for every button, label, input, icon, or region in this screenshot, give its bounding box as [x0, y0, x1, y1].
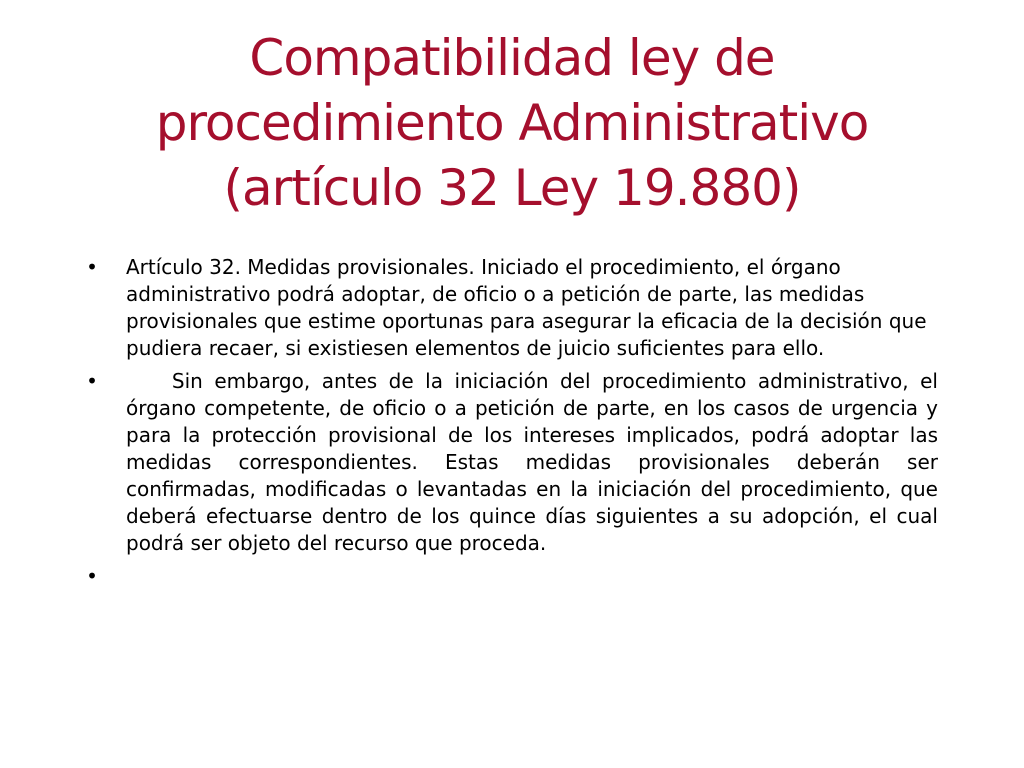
bullet-marker: • — [86, 564, 98, 588]
title-line-1: Compatibilidad ley de — [249, 29, 775, 87]
bullet-marker: • — [86, 255, 98, 279]
slide-title — [60, 26, 964, 221]
title-line-2: procedimiento Administrativo — [155, 94, 869, 152]
bullet-item-1 — [82, 254, 938, 362]
bullet-text-2: Sin embargo, antes de la iniciación del procedimiento administrativo, el órgano competente, de oficio o a petición de parte, en los casos de urgencia y para la protección provisional de los intereses implicados, podrá adoptar las medidas correspondientes. Estas medidas provisionales deberán ser confirmadas, modificadas o levantadas en la iniciación del procedimiento, que deberá efectuarse dentro de los quince días siguientes a su adopción, el cual podrá ser objeto del recurso que proceda. — [126, 369, 945, 555]
bullet-text-1: Artículo 32. Medidas provisionales. Iniciado el procedimiento, el órgano administrativo podrá adoptar, de oficio o a petición de parte, las medidas provisionales que estime oportunas para asegurar la eficacia de la decisión que pudiera recaer, si existiesen elementos de juicio suficientes para ello. — [126, 255, 927, 360]
bullet-item-2 — [82, 368, 945, 557]
bullet-list — [82, 254, 945, 588]
bullet-marker: • — [86, 369, 98, 393]
title-line-3: (artículo 32 Ley 19.880) — [223, 159, 801, 217]
